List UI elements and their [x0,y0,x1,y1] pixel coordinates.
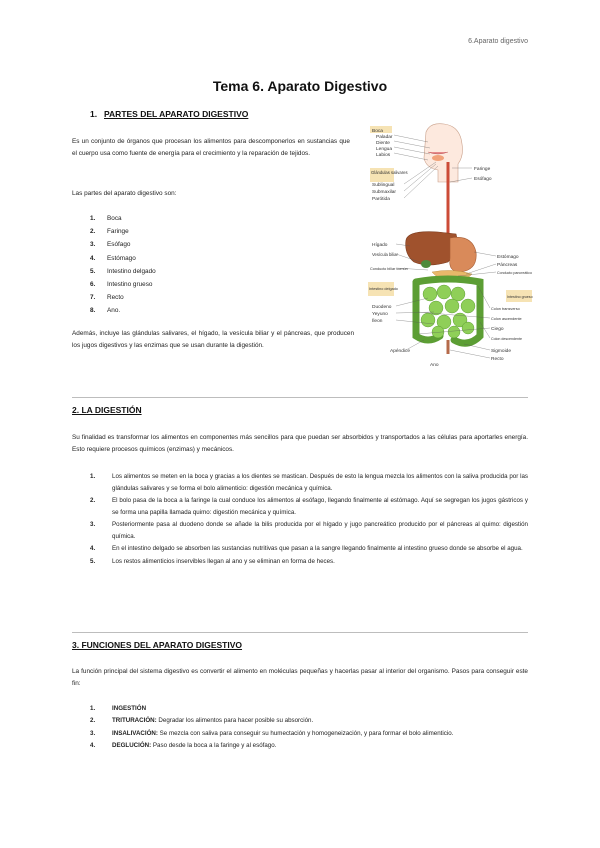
label-sublingual: Sublingual [372,183,395,188]
label-ileon: Íleon [372,319,383,324]
part-label: Recto [107,294,124,302]
section-1-number: 1. [90,109,98,119]
label-intestino-grueso: Intestino grueso [507,295,533,299]
label-diente: Diente [376,141,390,146]
part-label: Ano. [107,307,121,315]
part-item [90,291,290,304]
glands-paragraph: Además, incluye las glándulas salivares, el hígado, la vesícula biliar y el páncreas, que producen los jugos digestivos y las enzimas que se usan durante la digestión. [72,330,354,349]
part-item [90,252,290,265]
part-number: 3. [90,241,96,249]
label-sigmoide: Sigmoide [491,349,511,354]
label-yeyuno: Yeyuno [372,312,388,317]
function-number: 3. [90,729,96,737]
label-higado: Hígado [372,243,388,248]
function-text [112,728,528,740]
part-item [90,238,290,251]
function-step [90,715,528,727]
label-recto: Recto [491,357,504,362]
function-term: INGESTIÓN [112,705,147,712]
part-item [90,304,290,317]
digestion-step [90,519,528,543]
parts-list [90,212,290,318]
step-text: Los alimentos se meten en la boca y gracias a los dientes se mastican. Después de esto la lengua mezcla los alimentos con la saliva producida por las glándulas salivares y se forma el bolo alimenticio: digestión mecánica y química. [112,473,528,492]
function-desc: Paso desde la boca a la faringe y al esófago. [151,741,277,749]
digestion-step [90,556,528,568]
section-1-heading [90,109,248,119]
digestion-steps [90,471,528,568]
digestive-system-diagram [368,122,533,370]
part-number: 1. [90,215,96,222]
function-number: 4. [90,741,96,749]
label-boca: Boca [372,129,383,134]
part-number: 7. [90,294,96,302]
label-conducto-pancreatico: Conducto pancreático [497,271,532,275]
section-3-heading: 3. FUNCIONES DEL APARATO DIGESTIVO [72,640,243,650]
label-duodeno: Duodeno [372,305,392,310]
gallbladder-shape [421,260,431,268]
step-text: Los restos alimenticios inservibles llegan al ano y se eliminan en forma de heces. [112,557,335,565]
function-term: INSALIVACIÓN: [112,729,158,737]
digestion-step [90,543,528,555]
part-item [90,265,290,278]
section-2-intro: Su finalidad es transformar los alimentos en componentes más sencillos para que puedan ser absorbidos y transportados a las células para aportarles energía. Esto requiere procesos químicos (enzimas) y mecánicos. [72,434,528,453]
label-conducto-biliar: Conducto biliar común [370,267,408,271]
step-text: En el intestino delgado se absorben las sustancias nutritivas que pasan a la sangre llegando finalmente al intestino grueso donde se absorbe el agua. [112,545,523,553]
label-paladar: Paladar [376,135,393,140]
step-number: 5. [90,557,96,565]
part-label: Estómago [107,254,136,262]
part-label: Intestino delgado [107,267,156,275]
step-number: 2. [90,497,96,505]
function-text [112,703,528,715]
running-header: 6.Aparato digestivo [468,38,528,45]
label-colon-descendente: Colon descendente [491,337,522,341]
function-step [90,728,528,740]
label-colon-transverso: Colon transverso [491,307,520,311]
part-label: Boca [107,215,122,222]
salivary-gland-shape [432,155,444,161]
liver-shape [406,232,457,265]
digestion-step [90,471,528,495]
part-label: Esófago [107,241,131,249]
label-pancreas: Páncreas [497,263,518,268]
label-glandulas: Glándulas salivares [371,170,408,175]
stomach-shape [450,237,476,272]
part-number: 5. [90,267,96,275]
label-esofago: Esófago [474,177,492,182]
label-parotida: Parótida [372,197,390,202]
function-desc: Se mezcla con saliva para conseguir su humectación y homogeneización, y para formar el bolo alimenticio. [157,729,454,737]
function-step [90,740,528,752]
part-label: Intestino grueso [107,280,153,288]
function-number: 1. [90,705,96,712]
function-steps [90,703,528,752]
label-estomago: Estómago [497,255,519,260]
step-text: El bolo pasa de la boca a la faringe la cual conduce los alimentos al esófago, llegando finalmente al estómago. Aquí se segregan los jugos gástricos y se forma una papilla llamada quimo: digestión mecánica y química. [112,497,528,516]
part-item [90,278,290,291]
label-ano: Ano [430,363,439,368]
parts-intro: Las partes del aparato digestivo son: [72,190,177,197]
step-text: Posteriormente pasa al duodeno donde se añade la bilis producida por el hígado y jugo pancreático producido por el páncreas al quimo: digestión química. [112,521,528,540]
label-ciego: Ciego [491,327,504,332]
step-number: 1. [90,473,96,480]
label-colon-ascendente: Colon ascendente [491,317,522,321]
function-text [112,740,528,752]
label-labios: Labios [376,153,391,158]
section-divider-2 [72,632,528,633]
label-submaxilar: Submaxilar [372,190,396,195]
label-lengua: Lengua [376,147,393,152]
function-term: DEGLUCIÓN: [112,741,152,749]
function-number: 2. [90,717,96,725]
section-2-heading: 2. LA DIGESTIÓN [72,405,142,415]
part-label: Faringe [107,228,129,236]
section-divider-1 [72,397,528,398]
part-number: 4. [90,254,96,262]
section-1-title: PARTES DEL APARATO DIGESTIVO [104,109,249,119]
function-term: TRITURACIÓN: [112,717,157,725]
digestion-step [90,495,528,519]
part-number: 2. [90,228,96,236]
section-3-intro: La función principal del sistema digestivo es convertir el alimento en moléculas pequeñas y hacerlas pasar al interior del organismo. Pasos para conseguir este fin: [72,668,528,687]
part-number: 8. [90,307,96,315]
step-number: 4. [90,545,96,553]
label-intestino-delgado: Intestino delgado [369,287,398,291]
part-item [90,212,290,225]
function-desc: Degradar los alimentos para hacer posible su absorción. [156,717,314,725]
label-vesicula: Vesícula biliar [372,252,398,257]
function-step [90,703,528,715]
label-apendice: Apéndice [390,349,411,354]
function-text [112,715,528,727]
section-1-intro: Es un conjunto de órganos que procesan los alimentos para descomponerlos en sustancias que el cuerpo usa como fuente de energía para el crecimiento y la reparación de tejidos. [72,138,350,157]
part-number: 6. [90,280,96,288]
part-item [90,225,290,238]
step-number: 3. [90,521,96,529]
page-title: Tema 6. Aparato Digestivo [212,78,388,94]
label-faringe: Faringe [474,167,491,172]
